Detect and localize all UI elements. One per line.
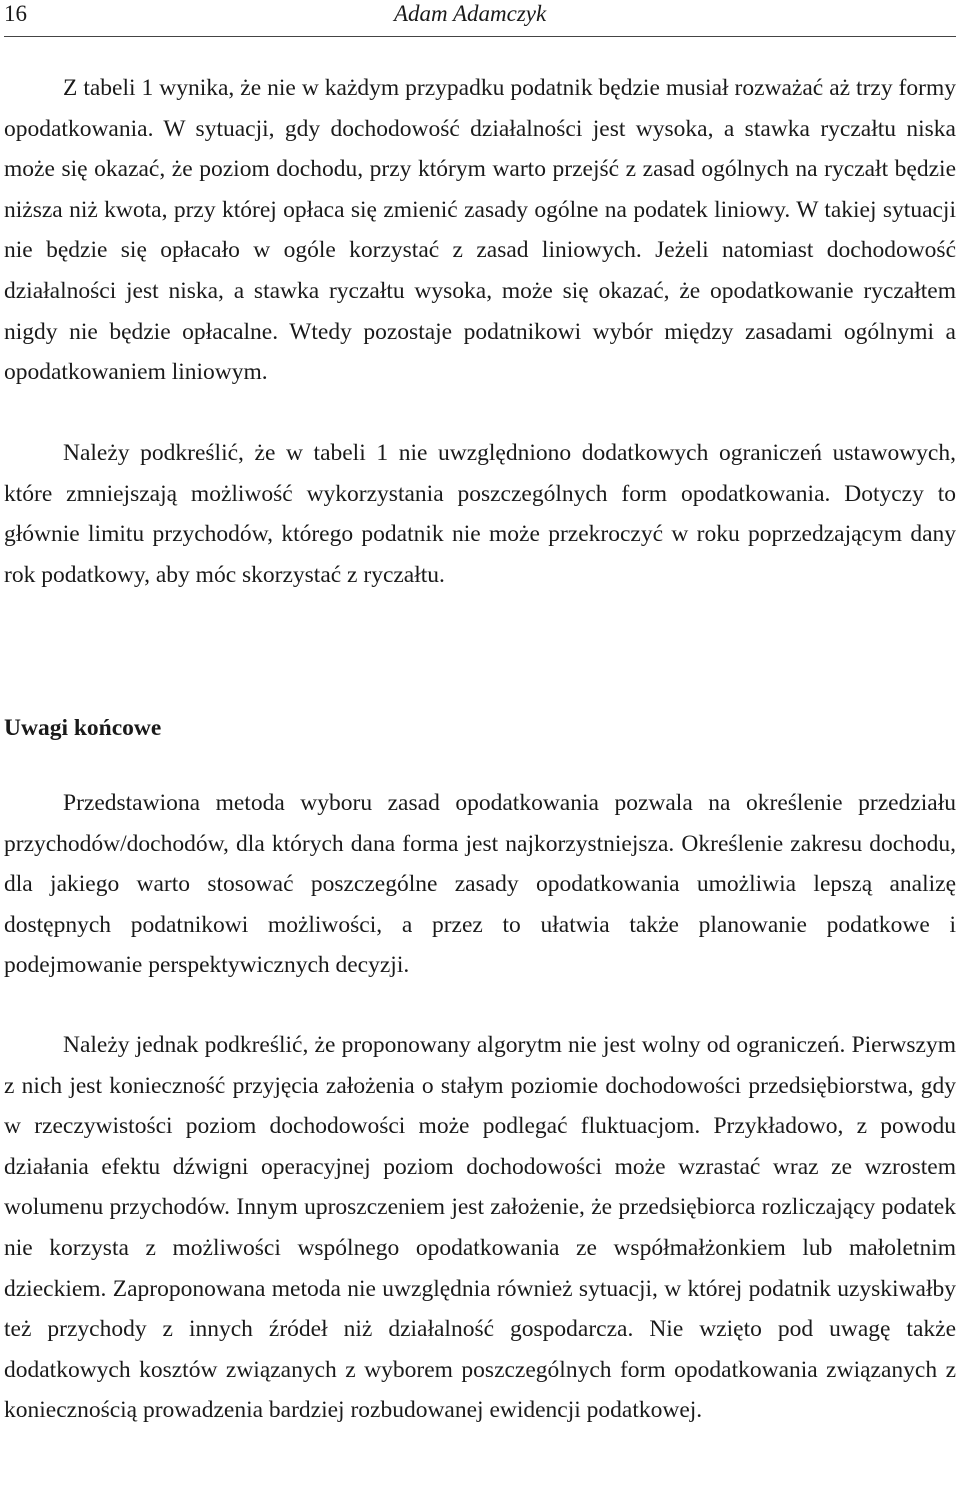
body-paragraph: Należy podkreślić, że w tabeli 1 nie uwzględniono dodatkowych ograniczeń ustawowych, które zmniejszają możliwość wykorzystania poszczególnych form opodatkowania. Dotyczy to głównie limitu przychodów, którego podatnik nie może przekroczyć w roku poprzedzającym dany rok podatkowy, aby móc skorzystać z ryczałtu. <box>4 440 956 588</box>
body-paragraph: Należy jednak podkreślić, że proponowany algorytm nie jest wolny od ograniczeń. Pierwszym z nich jest konieczność przyjęcia założenia o stałym poziomie dochodowości przedsiębiorstwa, gdy w rzeczywistości poziom dochodowości może podlegać fluktuacjom. Przykładowo, z powodu działania efektu dźwigni operacyjnej poziom dochodowości może wzrastać wraz ze wzrostem wolumenu przychodów. Innym uproszczeniem jest założenie, że przedsiębiorca rozliczający podatek nie korzysta z możliwości wspólnego opodatkowania ze współmałżonkiem lub małoletnim dzieckiem. Zaproponowana metoda nie uwzględnia również sytuacji, w której podatnik uzyskiwałby też przychody z innych źródeł niż działalność gospodarcza. Nie wzięto pod uwagę także dodatkowych kosztów związanych z wyborem poszczególnych form opodatkowania związanych z koniecznością prowadzenia bardziej rozbudowanej ewidencji podatkowej. <box>4 1032 956 1424</box>
body-paragraph: Z tabeli 1 wynika, że nie w każdym przypadku podatnik będzie musiał rozważać aż trzy formy opodatkowania. W sytuacji, gdy dochodowość działalności jest wysoka, a stawka ryczałtu niska może się okazać, że poziom dochodu, przy którym warto przejść z zasad ogólnych na ryczałt będzie niższa niż kwota, przy której opłaca się zmienić zasady ogólne na podatek liniowy. W takiej sytuacji nie będzie się opłacało w ogóle korzystać z zasad liniowych. Jeżeli natomiast dochodowość działalności jest niska, a stawka ryczałtu wysoka, może się okazać, że opodatkowanie ryczałtem nigdy nie będzie opłacalne. Wtedy pozostaje podatnikowi wybór między zasadami ogólnymi a opodatkowaniem liniowym. <box>4 75 956 386</box>
page-header <box>4 0 956 37</box>
page-number: 16 <box>4 1 27 26</box>
running-head-author: Adam Adamczyk <box>394 1 547 26</box>
body-paragraph: Przedstawiona metoda wyboru zasad opodatkowania pozwala na określenie przedziału przychodów/dochodów, dla których dana forma jest najkorzystniejsza. Określenie zakresu dochodu, dla jakiego warto stosować poszczególne zasady opodatkowania umożliwia lepszą analizę dostępnych podatnikowi możliwości, a przez to ułatwia także planowanie podatkowe i podejmowanie perspektywicznych decyzji. <box>4 790 956 979</box>
section-heading: Uwagi końcowe <box>4 715 162 741</box>
